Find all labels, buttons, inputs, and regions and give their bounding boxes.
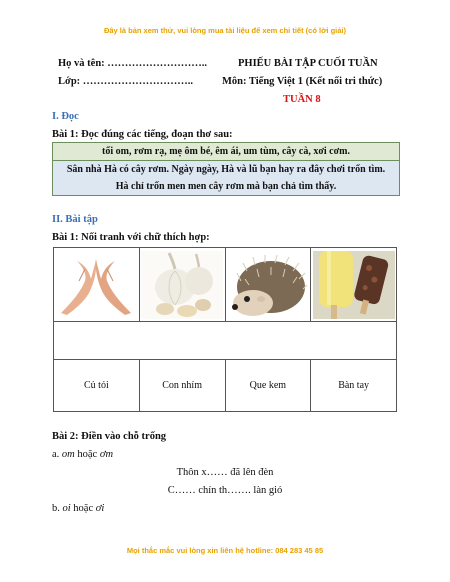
garlic-cell xyxy=(139,248,225,322)
popsicle-image xyxy=(313,251,395,319)
sheet-title: PHIẾU BÀI TẬP CUỐI TUẦN xyxy=(238,58,378,69)
reading-words: tối om, rơm rạ, mẹ ôm bé, êm ái, um tùm, cây cà, xơi cơm. xyxy=(53,143,399,161)
reading-exercise-title: Bài 1: Đọc đúng các tiếng, đoạn thơ sau: xyxy=(52,129,233,140)
passage-line-2: Hà chỉ trốn men men cây rơm mà bạn chả tìm thấy. xyxy=(115,181,337,192)
section-exercises-title: II. Bài tập xyxy=(52,214,98,225)
week-label: TUẦN 8 xyxy=(283,94,321,105)
passage-line-1: Sân nhà Hà có cây rơm. Ngày ngày, Hà và lũ bạn hay ra đây chơi trốn tìm. xyxy=(66,164,386,175)
label-cell-garlic: Củ tỏi xyxy=(54,360,140,412)
fill-line-1: Thôn x…… đã lên đèn xyxy=(176,467,274,478)
matching-exercise-title: Bài 1: Nối tranh với chữ thích hợp: xyxy=(52,232,210,243)
top-banner: Đây là bản xem thử, vui lòng mua tài liệu để xem chi tiết (có lời giải) xyxy=(103,26,347,35)
hedgehog-image xyxy=(227,251,309,319)
label-cell-hand: Bàn tay xyxy=(311,360,397,412)
label-cell-icecream: Que kem xyxy=(225,360,311,412)
class-field-label: Lớp: ………………………….. xyxy=(58,76,194,87)
reading-passage xyxy=(53,161,399,195)
part-b-letter: b. xyxy=(52,503,60,514)
hands-cell xyxy=(54,248,140,322)
fill-line-2: C…… chín th……. làn gió xyxy=(167,485,283,496)
garlic-image xyxy=(141,251,223,319)
fill-exercise-title: Bài 2: Điền vào chỗ trống xyxy=(52,431,167,442)
part-a-line xyxy=(52,449,113,460)
part-b-word2: ơi xyxy=(95,503,105,514)
part-b-or: hoặc xyxy=(73,503,94,514)
section-reading-title: I. Đọc xyxy=(52,111,79,122)
bottom-banner: Mọi thắc mắc vui lòng xin liên hệ hotline: 084 283 45 85 xyxy=(126,546,324,555)
matching-table xyxy=(53,247,397,412)
part-a-word1: om xyxy=(61,449,75,460)
label-cell-hedgehog: Con nhím xyxy=(139,360,225,412)
subject-line: Môn: Tiếng Việt 1 (Kết nối tri thức) xyxy=(222,76,383,87)
part-a-or: hoặc xyxy=(77,449,98,460)
reading-box xyxy=(52,142,400,196)
popsicle-cell xyxy=(311,248,397,322)
part-a-letter: a. xyxy=(52,449,60,460)
hedgehog-cell xyxy=(225,248,311,322)
name-field-label: Họ và tên: ……………………….. xyxy=(58,58,208,69)
hands-image xyxy=(55,251,137,319)
matching-blank-row xyxy=(54,322,397,360)
part-a-word2: ơm xyxy=(99,449,114,460)
part-b-line xyxy=(52,503,104,514)
part-b-word1: oi xyxy=(62,503,71,514)
